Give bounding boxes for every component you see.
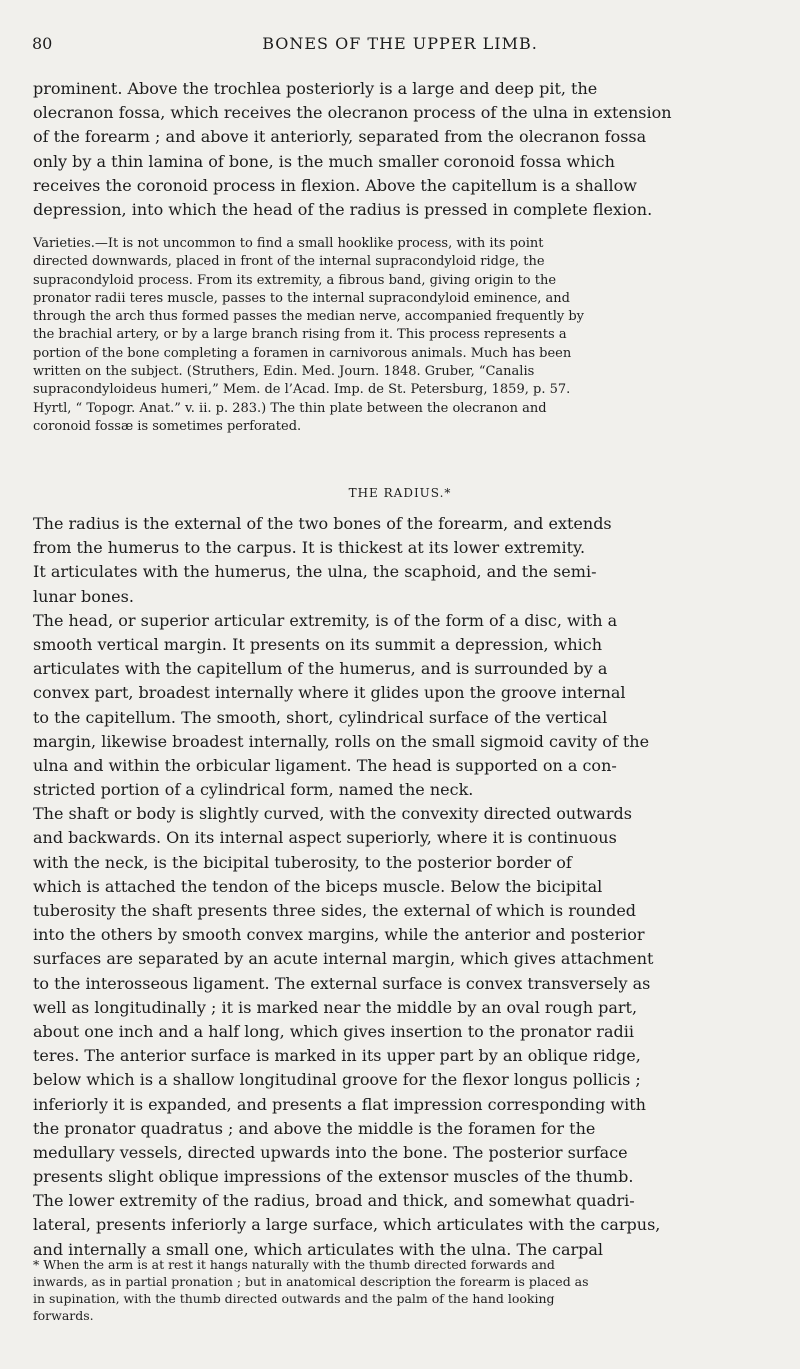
text-line: about one inch and a half long, which gives insertion to the pronator radii [33,1021,634,1041]
varieties-note [33,235,766,436]
text-line: stricted portion of a cylindrical form, named the neck. [33,780,474,800]
text-line: from the humerus to the carpus. It is thickest at its lower extremity. [33,538,586,558]
text-line: with the neck, is the bicipital tuberosity, to the posterior border of [33,852,572,872]
text-line: tuberosity the shaft presents three sides, the external of which is rounded [33,901,637,920]
text-line: and backwards. On its internal aspect superiorly, where it is continuous [33,828,617,848]
text-line: convex part, broadest internally where it glides upon the groove internal [33,683,626,703]
text-line: supracondyloideus humeri,” Mem. de l’Acad. Imp. de St. Petersburg, 1859, p. 57. [33,382,571,398]
page-number: 80 [32,34,53,53]
text-line: medullary vessels, directed upwards into the bone. The posterior surface [33,1142,628,1162]
text-line: teres. The anterior surface is marked in its upper part by an oblique ridge, [33,1046,641,1066]
text-line: surfaces are separated by an acute internal margin, which gives attachment [33,949,654,969]
text-line: smooth vertical margin. It presents on its summit a depression, which [33,634,603,654]
section-heading: THE RADIUS.* [348,486,452,500]
text-line: which is attached the tendon of the biceps muscle. Below the bicipital [33,876,603,896]
radius-text [33,512,766,1262]
text-line: through the arch thus formed passes the median nerve, accompanied frequently by [33,309,585,325]
text-line: coronoid fossæ is sometimes perforated. [33,418,302,434]
text-line: receives the coronoid process in flexion. Above the capitellum is a shallow [33,175,637,195]
text-line: well as longitudinally ; it is marked near the middle by an oval rough part, [33,997,638,1017]
text-line: supracondyloid process. From its extremity, a fibrous band, giving origin to the [33,272,557,288]
footnote-line: inwards, as in partial pronation ; but in anatomical description the forearm is placed as [33,1274,589,1289]
text-line: lunar bones. [33,586,134,606]
text-line: to the capitellum. The smooth, short, cylindrical surface of the vertical [33,707,608,727]
text-line: The lower extremity of the radius, broad and thick, and somewhat quadri- [33,1191,635,1211]
text-line: the pronator quadratus ; and above the middle is the foramen for the [33,1118,596,1138]
text-line: The shaft or body is slightly curved, with the convexity directed outwards [33,804,632,824]
text-line: below which is a shallow longitudinal groove for the flexor longus pollicis ; [33,1070,641,1090]
text-line: Varieties.—It is not uncommon to find a small hooklike process, with its point [33,236,544,251]
text-line: portion of the bone completing a foramen in carnivorous animals. Much has been [33,345,572,361]
text-line: the brachial artery, or by a large branch rising from it. This process represents a [33,327,567,343]
text-line: olecranon fossa, which receives the olecranon process of the ulna in extension [33,103,672,123]
footnote-line: in supination, with the thumb directed outwards and the palm of the hand looking [33,1291,555,1306]
footnote-line: * When the arm is at rest it hangs naturally with the thumb directed forwards and [33,1257,555,1272]
text-line: written on the subject. (Struthers, Edin. Med. Journ. 1848. Gruber, “Canalis [33,364,535,380]
text-line: Hyrtl, “ Topogr. Anat.” v. ii. p. 283.) The thin plate between the olecranon and [33,400,547,416]
text-line: only by a thin lamina of bone, is the much smaller coronoid fossa which [33,151,615,171]
text-line: The head, or superior articular extremity, is of the form of a disc, with a [33,610,618,630]
text-line: into the others by smooth convex margins, while the anterior and posterior [33,925,645,945]
text-line: directed downwards, placed in front of the internal supracondyloid ridge, the [33,254,545,270]
text-line: ulna and within the orbicular ligament. The head is supported on a con- [33,755,617,775]
running-title: BONES OF THE UPPER LIMB. [262,34,538,53]
text-line: and internally a small one, which articulates with the ulna. The carpal [33,1239,604,1259]
text-line: The radius is the external of the two bones of the forearm, and extends [33,514,612,533]
text-line: articulates with the capitellum of the humerus, and is surrounded by a [33,659,608,679]
text-line: lateral, presents inferiorly a large surface, which articulates with the carpus, [33,1215,661,1235]
text-line: prominent. Above the trochlea posteriorly is a large and deep pit, the [33,79,598,98]
footnote-line: forwards. [33,1308,94,1323]
text-line: depression, into which the head of the radius is pressed in complete flexion. [33,199,653,219]
humerus-paragraph [33,77,766,222]
text-line: inferiorly it is expanded, and presents a flat impression corresponding with [33,1094,646,1114]
text-line: pronator radii teres muscle, passes to the internal supracondyloid eminence, and [33,290,570,306]
footnote [33,1256,766,1324]
text-line: of the forearm ; and above it anteriorly, separated from the olecranon fossa [33,127,647,147]
text-line: presents slight oblique impressions of the extensor muscles of the thumb. [33,1167,634,1187]
text-line: It articulates with the humerus, the ulna, the scaphoid, and the semi- [33,562,597,582]
text-line: to the interosseous ligament. The external surface is convex transversely as [33,973,651,993]
text-line: margin, likewise broadest internally, rolls on the small sigmoid cavity of the [33,731,650,751]
running-head [32,34,768,56]
